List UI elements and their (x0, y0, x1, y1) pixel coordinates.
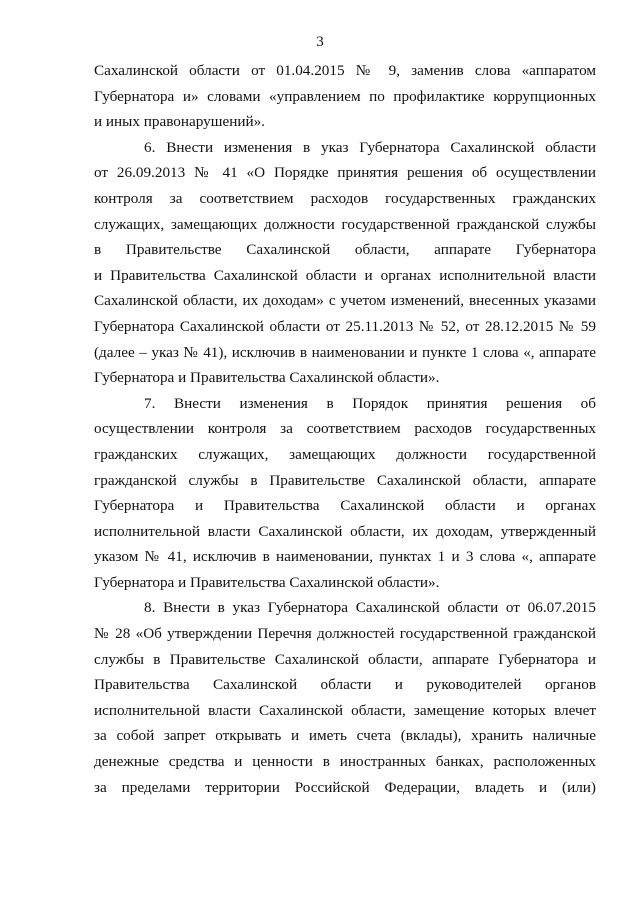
text-line: (далее – указ № 41), исключив в наименовании и пункте 1 слова «, аппарате (94, 343, 596, 361)
text-line: Губернатора и Правительства Сахалинской области и органах (94, 497, 596, 515)
paragraph-item-6 (94, 135, 596, 391)
text-line: и иных правонарушений». (94, 113, 265, 131)
text-line: исполнительной власти Сахалинской области, замещение которых влечет (94, 701, 596, 719)
text-line: Губернатора и» словами «управлением по профилактике коррупционных (94, 87, 596, 105)
text-line: Сахалинской области, их доходам» с учетом изменений, внесенных указами (94, 292, 596, 310)
paragraph-item-7 (94, 391, 596, 596)
text-line: Губернатора и Правительства Сахалинской области». (94, 369, 440, 387)
paragraph-item-8 (94, 595, 596, 800)
text-line: Правительства Сахалинской области и руководителей органов (94, 676, 596, 694)
text-line: и Правительства Сахалинской области и органах исполнительной власти (94, 266, 596, 284)
page-number: 3 (316, 34, 324, 50)
text-line: 7. Внести изменения в Порядок принятия решения об (144, 394, 596, 412)
text-line: Губернатора и Правительства Сахалинской области». (94, 573, 440, 591)
text-line: 8. Внести в указ Губернатора Сахалинской области от 06.07.2015 (144, 599, 596, 617)
text-line: указом № 41, исключив в наименовании, пунктах 1 и 3 слова «, аппарате (94, 548, 596, 566)
text-line: за собой запрет открывать и иметь счета (вклады), хранить наличные (94, 727, 596, 745)
text-line: Губернатора Сахалинской области от 25.11.2013 № 52, от 28.12.2015 № 59 (94, 317, 596, 335)
paragraph-continuation (94, 58, 596, 135)
text-line: Сахалинской области от 01.04.2015 № 9, заменив слова «аппаратом (94, 62, 596, 79)
text-line: службы в Правительстве Сахалинской области, аппарате Губернатора и (94, 650, 596, 668)
text-line: от 26.09.2013 № 41 «О Порядке принятия решения об осуществлении (94, 164, 596, 182)
text-line: 6. Внести изменения в указ Губернатора Сахалинской области (144, 138, 596, 156)
text-line: за пределами территории Российской Федерации, владеть и (или) (94, 778, 596, 796)
text-line: денежные средства и ценности в иностранных банках, расположенных (94, 753, 596, 771)
text-line: № 28 «Об утверждении Перечня должностей государственной гражданской (94, 625, 596, 643)
text-line: гражданских служащих, замещающих должности государственной (94, 445, 596, 463)
text-line: в Правительстве Сахалинской области, аппарате Губернатора (94, 241, 596, 259)
text-line: служащих, замещающих должности государственной гражданской службы (94, 215, 596, 233)
text-line: контроля за соответствием расходов государственных гражданских (94, 189, 596, 207)
text-line: исполнительной власти Сахалинской области, их доходам, утвержденный (94, 522, 596, 540)
document-text-body (94, 58, 596, 800)
text-line: гражданской службы в Правительстве Сахалинской области, аппарате (94, 471, 596, 489)
text-line: осуществлении контроля за соответствием расходов государственных (94, 420, 596, 438)
